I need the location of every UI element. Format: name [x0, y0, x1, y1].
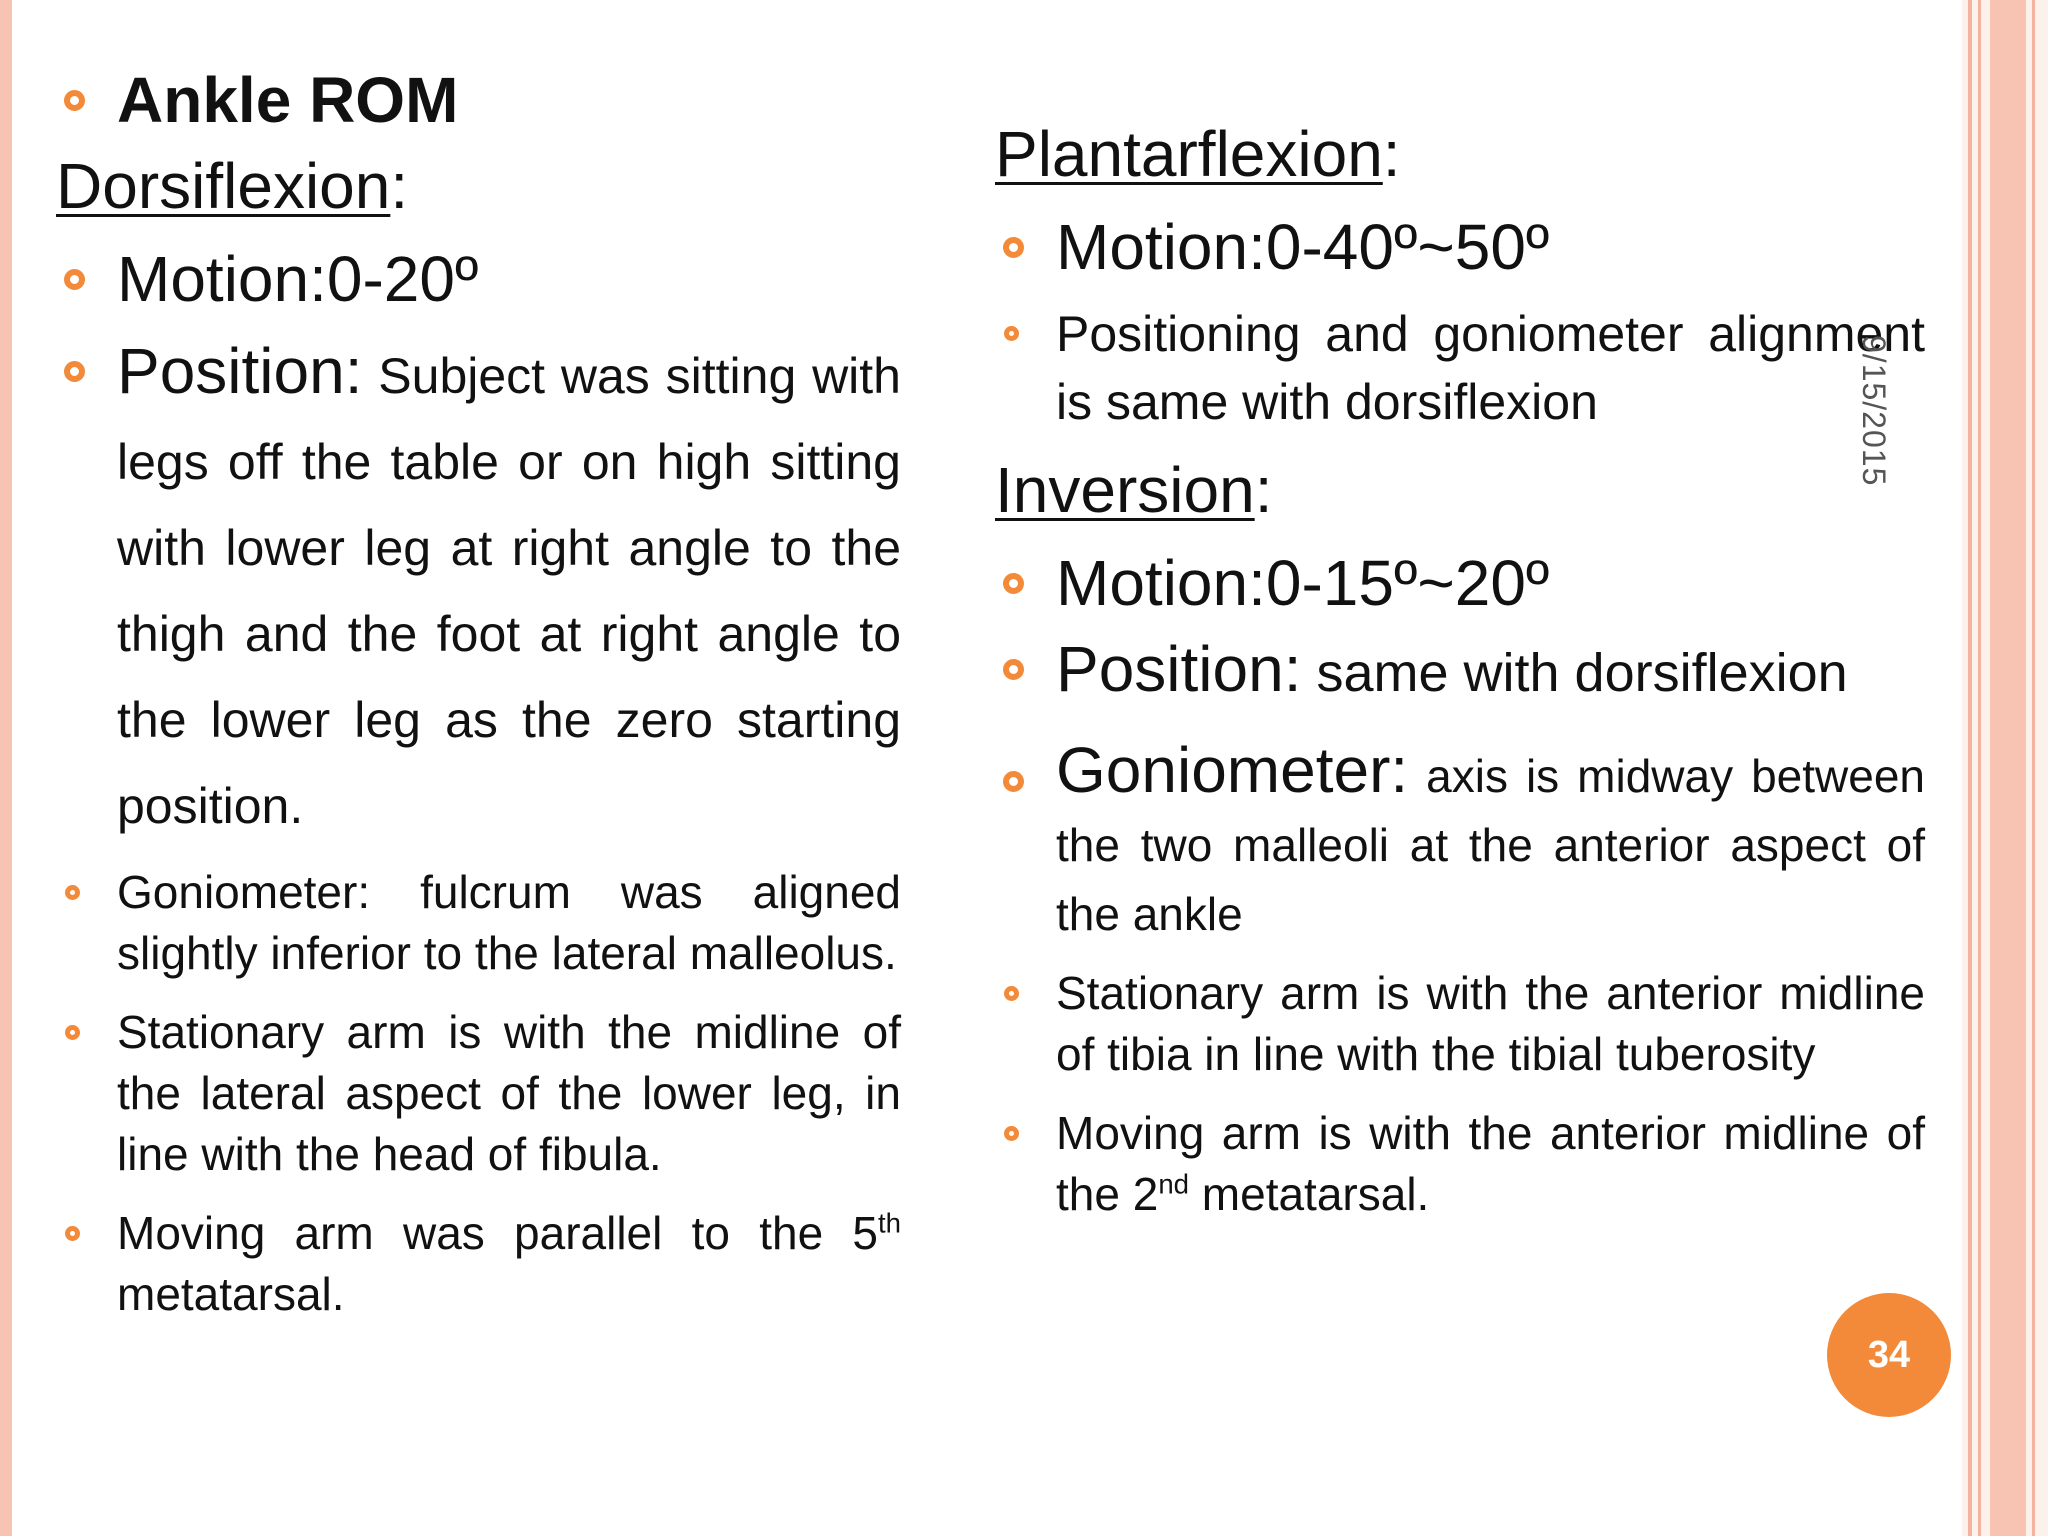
- dorsiflexion-heading: Dorsiflexion:: [56, 150, 409, 222]
- page-number-badge: 34: [1827, 1293, 1951, 1417]
- right-border-strips: [1962, 0, 2048, 1536]
- plantarflexion-motion: Motion:0-40º~50º: [995, 204, 1925, 290]
- slide-title: Ankle ROM: [56, 58, 901, 142]
- inversion-motion: Motion:0-15º~20º: [995, 540, 1925, 626]
- plantarflexion-heading: Plantarflexion:: [995, 118, 1401, 190]
- dorsiflexion-position: Position: Subject was sitting with legs off the table or on high sitting with lower leg at right angle to the thigh and the foot at right angle to the lower leg as the zero starting position.: [56, 328, 901, 844]
- dorsiflexion-moving-arm: Moving arm was parallel to the 5th metatarsal.: [56, 1203, 901, 1325]
- dorsiflexion-goniometer: Goniometer: fulcrum was aligned slightly inferior to the lateral malleolus.: [56, 862, 901, 984]
- inversion-position: Position: same with dorsiflexion: [995, 626, 1925, 716]
- plantarflexion-positioning: Positioning and goniometer alignment is same with dorsiflexion: [995, 300, 1925, 436]
- inversion-goniometer: Goniometer: axis is midway between the two malleoli at the anterior aspect of the ankle: [995, 738, 1925, 945]
- slide-date: 9/15/2015: [1856, 335, 1892, 487]
- inversion-stationary-arm: Stationary arm is with the anterior midline of tibia in line with the tibial tuberosity: [995, 963, 1925, 1085]
- dorsiflexion-stationary-arm: Stationary arm is with the midline of the lateral aspect of the lower leg, in line with the head of fibula.: [56, 1002, 901, 1185]
- right-column: [995, 110, 1925, 1225]
- left-border-strip: [0, 0, 12, 1536]
- inversion-heading: Inversion:: [995, 454, 1273, 526]
- left-column: [56, 58, 901, 1325]
- dorsiflexion-motion: Motion:0-20º: [56, 236, 901, 322]
- inversion-moving-arm: Moving arm is with the anterior midline of the 2nd metatarsal.: [995, 1103, 1925, 1225]
